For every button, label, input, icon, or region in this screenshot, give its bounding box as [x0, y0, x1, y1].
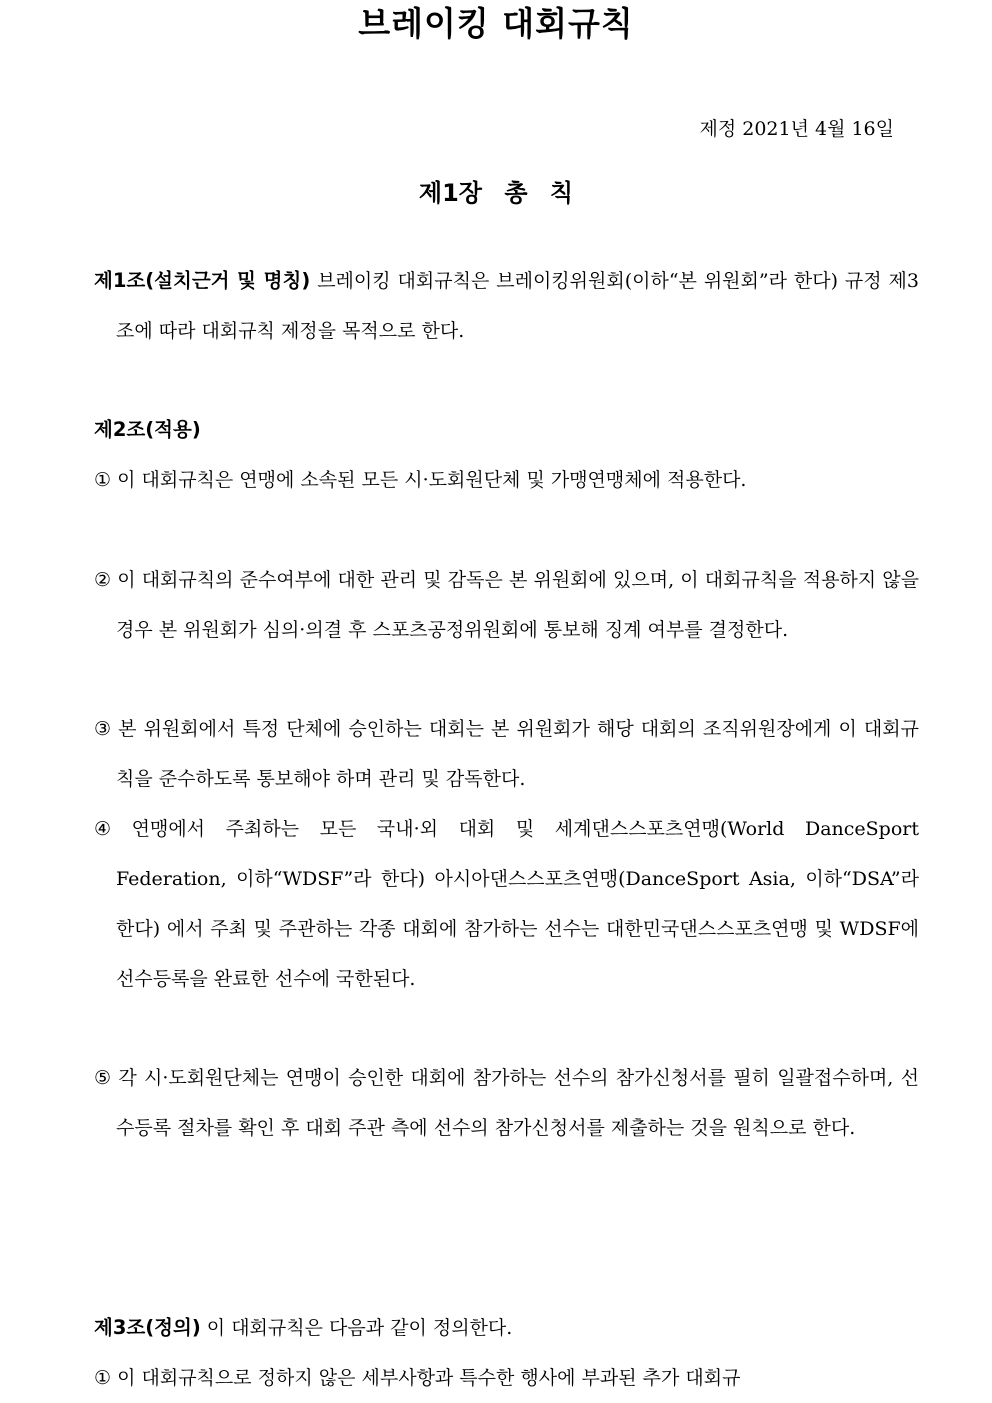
- item-number: ①: [94, 1367, 112, 1389]
- article-1-heading: 제1조(설치근거 및 명칭): [94, 269, 311, 292]
- article-3-item-1: [94, 1353, 919, 1403]
- article-3: [94, 1303, 897, 1353]
- item-text: 이 대회규칙은 연맹에 소속된 모든 시·도회원단체 및 가맹연맹체에 적용한다.: [117, 469, 747, 491]
- chapter-title: 제1장 총 칙: [418, 179, 574, 207]
- item-number: ⑤: [94, 1067, 112, 1089]
- article-2-item-5: [94, 1053, 919, 1153]
- document-title: 브레이킹 대회규칙: [358, 4, 634, 43]
- item-text: 이 대회규칙의 준수여부에 대한 관리 및 감독은 본 위원회에 있으며, 이 대회규칙을 적용하지 않을 경우 본 위원회가 심의·의결 후 스포츠공정위원회에 통보해 징계 여부를 결정한다.: [116, 569, 919, 641]
- item-number: ②: [94, 569, 112, 591]
- enactment-date: 제정 2021년 4월 16일: [699, 118, 894, 140]
- item-text: 각 시·도회원단체는 연맹이 승인한 대회에 참가하는 선수의 참가신청서를 필히 일괄접수하며, 선수등록 절차를 확인 후 대회 주관 측에 선수의 참가신청서를 제출하는 것을 원칙으로 한다.: [116, 1067, 919, 1139]
- article-2-item-3: [94, 704, 919, 804]
- item-number: ①: [94, 469, 112, 491]
- article-3-heading: 제3조(정의): [94, 1316, 201, 1339]
- article-1-body: 브레이킹 대회규칙은 브레이킹위원회(이하“본 위원회”라 한다) 규정 제3조에 따라 대회규칙 제정을 목적으로 한다.: [116, 270, 919, 342]
- article-2-item-4: [94, 804, 919, 1004]
- item-text: 연맹에서 주최하는 모든 국내·외 대회 및 세계댄스스포츠연맹(World DanceSport Federation, 이하“WDSF”라 한다) 아시아댄스스포츠연맹(DanceSport Asia, 이하“DSA”라 한다) 에서 주최 및 주관하는 각종 대회에 참가하는 선수는 대한민국댄스스포츠연맹 및 WDSF에 선수등록을 완료한 선수에 국한된다.: [116, 818, 919, 990]
- article-3-body: 이 대회규칙은 다음과 같이 정의한다.: [206, 1317, 513, 1339]
- item-number: ④: [94, 818, 112, 840]
- article-2-heading: 제2조(적용): [94, 418, 201, 441]
- item-text: 이 대회규칙으로 정하지 않은 세부사항과 특수한 행사에 부과된 추가 대회규: [117, 1367, 741, 1389]
- article-2-item-2: [94, 555, 919, 655]
- article-2-item-1: [94, 455, 919, 505]
- article-1: [94, 256, 919, 356]
- item-number: ③: [94, 718, 112, 740]
- item-text: 본 위원회에서 특정 단체에 승인하는 대회는 본 위원회가 해당 대회의 조직위원장에게 이 대회규칙을 준수하도록 통보해야 하며 관리 및 감독한다.: [116, 718, 919, 790]
